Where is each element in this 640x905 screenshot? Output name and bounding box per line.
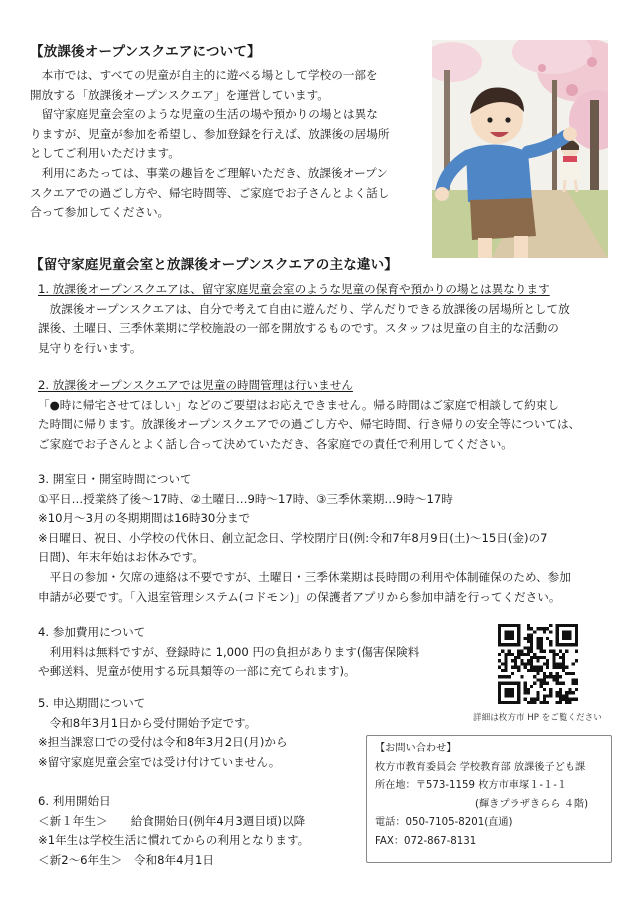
section-heading-about: 【放課後オープンスクエアについて】 xyxy=(30,44,261,60)
contact-phone[interactable]: 電話：050-7105-8201(直通) xyxy=(375,817,513,828)
item-6 xyxy=(38,792,368,870)
item-2-title: 2. 放課後オープンスクエアでは児童の時間管理は行いません xyxy=(38,378,353,392)
item-4-title: 4. 参加費用について xyxy=(38,625,146,639)
text-line: ※10月～3月の冬期期間は16時30分まで xyxy=(38,511,251,526)
text-line: ※1年生は学校生活に慣れてからの利用となります。 xyxy=(38,833,310,848)
contact-org: 枚方市教育委員会 学校教育部 放課後子ども課 xyxy=(375,761,586,773)
item-5 xyxy=(38,694,368,772)
text-line: 課後、土曜日、三季休業期に学校施設の一部を開放するものです。スタッフは児童の自主的な活動の xyxy=(38,321,559,336)
text-line: 平日の参加・欠席の連絡は不要ですが、土曜日・三季休業期は長時間の利用や体制確保のため、参加 xyxy=(38,569,571,584)
text-line: ※留守家庭児童会室では受け付けていません。 xyxy=(38,754,281,769)
item-1 xyxy=(38,280,618,358)
illustration-svg xyxy=(432,40,608,258)
item-4 xyxy=(38,623,488,682)
text-line: ＜新2～6年生＞ 令和8年4月1日 xyxy=(38,852,215,867)
children-running-illustration xyxy=(432,40,608,258)
text-line: た時間に帰ります。放課後オープンスクエアでの過ごし方や、帰宅時間、行き帰りの安全等については、 xyxy=(38,417,581,432)
text-line: 令和8年3月1日から受付開始予定です。 xyxy=(38,715,257,730)
text-line: ご家庭でお子さんとよく話し合って決めていただき、各家庭での責任で利用してください。 xyxy=(38,436,513,451)
text-line: ①平日…授業終了後～17時、②土曜日…9時～17時、③三季休業期…9時～17時 xyxy=(38,491,453,506)
text-line: ※担当課窓口での受付は令和8年3月2日(月)から xyxy=(38,735,288,750)
text-line: 申請が必要です。「入退室管理システム(コドモン)」の保護者アプリから参加申請を行ってください。 xyxy=(38,589,561,604)
section-about-body xyxy=(30,66,430,223)
text-line: 本市では、すべての児童が自主的に遊べる場として学校の一部を xyxy=(30,68,378,82)
text-line: ＜新１年生＞ 給食開始日(例年4月3週目頃)以降 xyxy=(38,813,306,828)
contact-title: 【お問い合わせ】 xyxy=(375,743,457,754)
qr-code[interactable] xyxy=(498,624,578,704)
text-line: りますが、児童が参加を希望し、参加登録を行えば、放課後の居場所 xyxy=(30,126,390,141)
qr-code-image xyxy=(498,624,578,704)
text-line: 利用料は無料ですが、登録時に 1,000 円の負担があります(傷害保険料 xyxy=(38,644,420,659)
text-line: 合って参加してください。 xyxy=(30,205,170,220)
text-line: スクエアでの過ごし方や、帰宅時間等、ご家庭でお子さんとよく話し xyxy=(30,185,390,200)
text-line: 日間)、年末年始はお休みです。 xyxy=(38,550,204,565)
section-heading-differences: 【留守家庭児童会室と放課後オープンスクエアの主な違い】 xyxy=(30,257,399,273)
item-3 xyxy=(38,470,618,607)
contact-box xyxy=(366,735,612,863)
qr-caption: 詳細は枚方市 HP をご覧ください xyxy=(473,713,602,723)
text-line: としてご利用いただけます。 xyxy=(30,146,180,161)
item-3-title: 3. 開室日・開室時間について xyxy=(38,472,192,486)
text-line: 開放する「放課後オープンスクエア」を運営しています。 xyxy=(30,87,329,102)
item-6-title: 6. 利用開始日 xyxy=(38,794,111,808)
text-line: 留守家庭児童会室のような児童の生活の場や預かりの場とは異な xyxy=(30,107,378,122)
item-1-title: 1. 放課後オープンスクエアは、留守家庭児童会室のような児童の保育や預かりの場とは異なります xyxy=(38,282,550,296)
text-line: ※日曜日、祝日、小学校の代休日、創立記念日、学校閉庁日(例:令和7年8月9日(土)～15日(金)の7 xyxy=(38,530,548,545)
item-2 xyxy=(38,376,618,454)
contact-building: (輝きプラザきらら ４階) xyxy=(475,798,589,810)
text-line: 放課後オープンスクエアは、自分で考えて自由に遊んだり、学んだりできる放課後の居場所として放 xyxy=(38,301,570,316)
text-line: 「●時に帰宅させてほしい」などのご要望はお応えできません。帰る時間はご家庭で相談して約束し xyxy=(38,397,559,412)
text-line: 利用にあたっては、事業の趣旨をご理解いただき、放課後オープン xyxy=(30,165,388,180)
item-5-title: 5. 申込期間について xyxy=(38,696,146,710)
contact-address: 所在地：〒573-1159 枚方市車塚１-１-１ xyxy=(375,780,568,791)
text-line: や郵送料、児童が使用する玩具類等の一部に充てられます)。 xyxy=(38,664,356,679)
contact-fax: FAX：072-867-8131 xyxy=(375,835,477,847)
text-line: 見守りを行います。 xyxy=(38,340,142,355)
